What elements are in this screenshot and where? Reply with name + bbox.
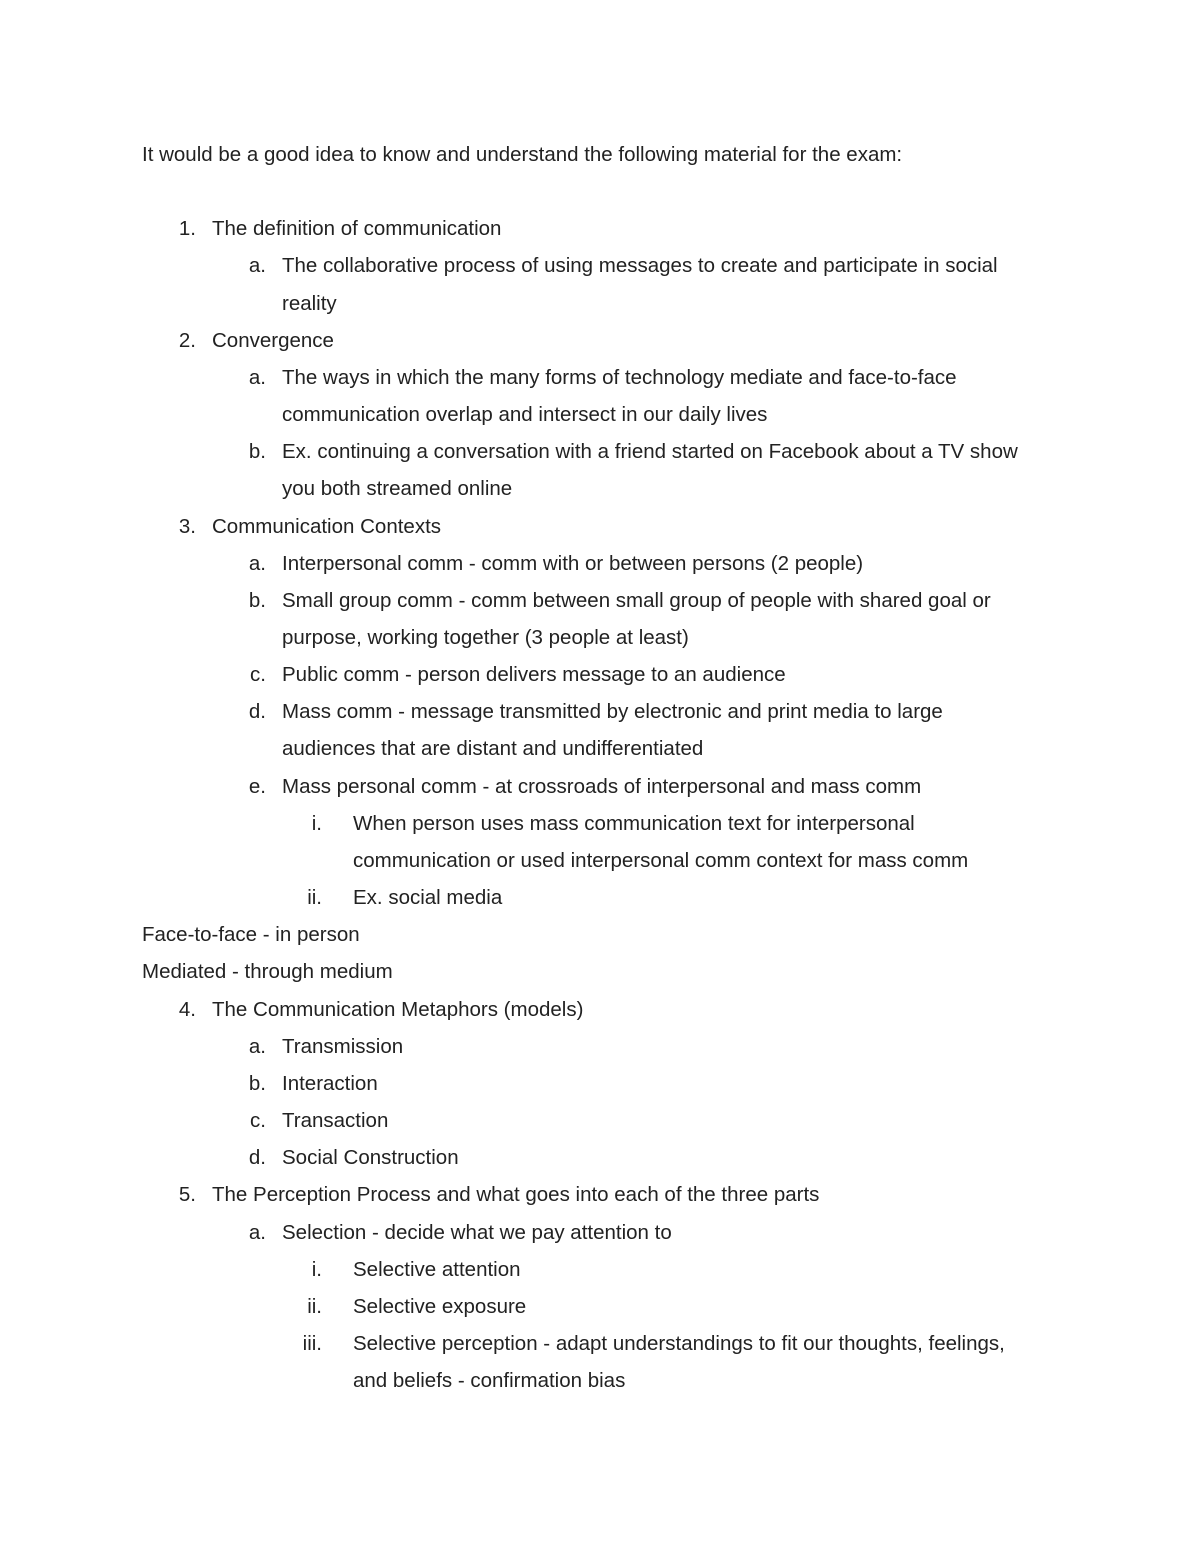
list-item: Mass personal comm - at crossroads of interpersonal and mass comm (282, 775, 922, 798)
list-item: Public comm - person delivers message to an audience (282, 663, 786, 686)
list-item: Selective exposure (353, 1295, 527, 1318)
intro-paragraph: It would be a good idea to know and understand the following material for the exam: (142, 143, 903, 166)
list-item: The Communication Metaphors (models) (212, 998, 584, 1021)
note-line: Mediated - through medium (142, 960, 393, 983)
list-item: The Perception Process and what goes into each of the three parts (212, 1183, 820, 1206)
list-marker: b. (248, 440, 266, 463)
list-item: Interpersonal comm - comm with or between persons (2 people) (282, 552, 864, 575)
list-item: Transaction (282, 1109, 389, 1132)
list-item: Communication Contexts (212, 515, 442, 538)
list-marker: a. (248, 1221, 266, 1244)
list-item-continuation: reality (282, 292, 337, 315)
list-marker: e. (248, 775, 266, 798)
list-marker: a. (248, 254, 266, 277)
list-item: Ex. social media (353, 886, 503, 909)
list-item: The definition of communication (212, 217, 502, 240)
list-marker: iii. (302, 1332, 322, 1355)
list-item: The collaborative process of using messages to create and participate in social (282, 254, 998, 277)
list-marker: b. (248, 1072, 266, 1095)
list-item: Interaction (282, 1072, 378, 1095)
list-marker: i. (311, 1258, 322, 1281)
list-item: Selection - decide what we pay attention to (282, 1221, 672, 1244)
list-marker: c. (250, 663, 266, 686)
list-marker: ii. (307, 886, 322, 909)
list-item: When person uses mass communication text for interpersonal (353, 812, 915, 835)
list-item: Mass comm - message transmitted by electronic and print media to large (282, 700, 943, 723)
list-marker: b. (248, 589, 266, 612)
list-marker: i. (311, 812, 322, 835)
list-marker: 4. (178, 998, 196, 1021)
list-marker: 2. (178, 329, 196, 352)
list-marker: d. (248, 700, 266, 723)
list-item-continuation: and beliefs - confirmation bias (353, 1369, 626, 1392)
list-item-continuation: purpose, working together (3 people at least) (282, 626, 689, 649)
list-marker: a. (248, 552, 266, 575)
list-marker: a. (248, 366, 266, 389)
list-marker: a. (248, 1035, 266, 1058)
list-item: Small group comm - comm between small group of people with shared goal or (282, 589, 991, 612)
note-line: Face-to-face - in person (142, 923, 360, 946)
list-marker: 5. (178, 1183, 196, 1206)
list-marker: d. (248, 1146, 266, 1169)
list-item: The ways in which the many forms of technology mediate and face-to-face (282, 366, 957, 389)
list-marker: c. (250, 1109, 266, 1132)
list-item-continuation: audiences that are distant and undifferentiated (282, 737, 704, 760)
list-marker: 3. (178, 515, 196, 538)
list-item: Ex. continuing a conversation with a friend started on Facebook about a TV show (282, 440, 1018, 463)
list-item: Selective perception - adapt understandings to fit our thoughts, feelings, (353, 1332, 1005, 1355)
list-item-continuation: you both streamed online (282, 477, 513, 500)
list-item-continuation: communication or used interpersonal comm context for mass comm (353, 849, 969, 872)
list-item: Convergence (212, 329, 334, 352)
list-item: Selective attention (353, 1258, 521, 1281)
list-item: Transmission (282, 1035, 404, 1058)
list-marker: 1. (178, 217, 196, 240)
list-item-continuation: communication overlap and intersect in our daily lives (282, 403, 768, 426)
list-marker: ii. (307, 1295, 322, 1318)
list-item: Social Construction (282, 1146, 459, 1169)
